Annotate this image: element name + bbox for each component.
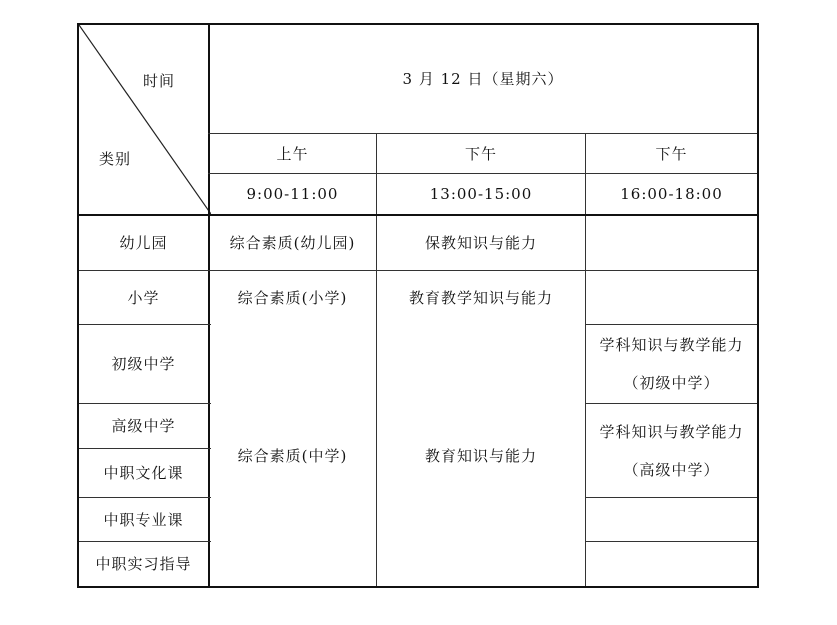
cell-senior-high-session3-line1: 学科知识与教学能力 (599, 422, 744, 441)
corner-diagonal-line (79, 25, 211, 214)
hline-voc-major-right (585, 541, 757, 542)
cell-kindergarten-session1: 综合素质(幼儿园) (229, 233, 356, 252)
session3-period: 下午 (655, 144, 688, 163)
session3-time: 16:00-18:00 (620, 185, 723, 203)
session2-time: 13:00-15:00 (429, 185, 533, 203)
row-label-kindergarten: 幼儿园 (119, 233, 168, 252)
cell-primary-session1: 综合素质(小学) (237, 288, 348, 307)
hline-voc-culture-right (585, 497, 757, 498)
row-label-vocational-major: 中职专业课 (103, 510, 184, 529)
row-label-vocational-internship: 中职实习指导 (95, 555, 192, 573)
cell-junior-high-session3-line1: 学科知识与教学能力 (599, 336, 744, 354)
session1-time: 9:00-11:00 (246, 185, 339, 203)
cell-middle-session2: 教育知识与能力 (424, 446, 537, 465)
date-header: 3 月 12 日（星期六） (402, 70, 564, 88)
cell-senior-high-session3-line2: （高级中学） (623, 460, 720, 479)
row-label-vocational-culture: 中职文化课 (103, 464, 184, 482)
cell-middle-session1: 综合素质(中学) (237, 446, 348, 465)
corner-category-label: 类别 (98, 150, 131, 168)
session1-period: 上午 (276, 144, 309, 163)
exam-schedule-table (77, 23, 759, 588)
row-label-primary: 小学 (127, 288, 160, 307)
cell-senior-high-session3 (586, 404, 757, 497)
cell-kindergarten-session2: 保教知识与能力 (424, 233, 537, 252)
session2-period: 下午 (464, 144, 497, 163)
row-label-junior-high: 初级中学 (111, 355, 176, 373)
cell-junior-high-session3 (586, 325, 757, 403)
cell-junior-high-session3-line2: （初级中学） (623, 374, 720, 392)
row-label-senior-high: 高级中学 (111, 417, 176, 435)
corner-time-label: 时间 (142, 72, 175, 90)
cell-primary-session2: 教育教学知识与能力 (408, 288, 553, 307)
